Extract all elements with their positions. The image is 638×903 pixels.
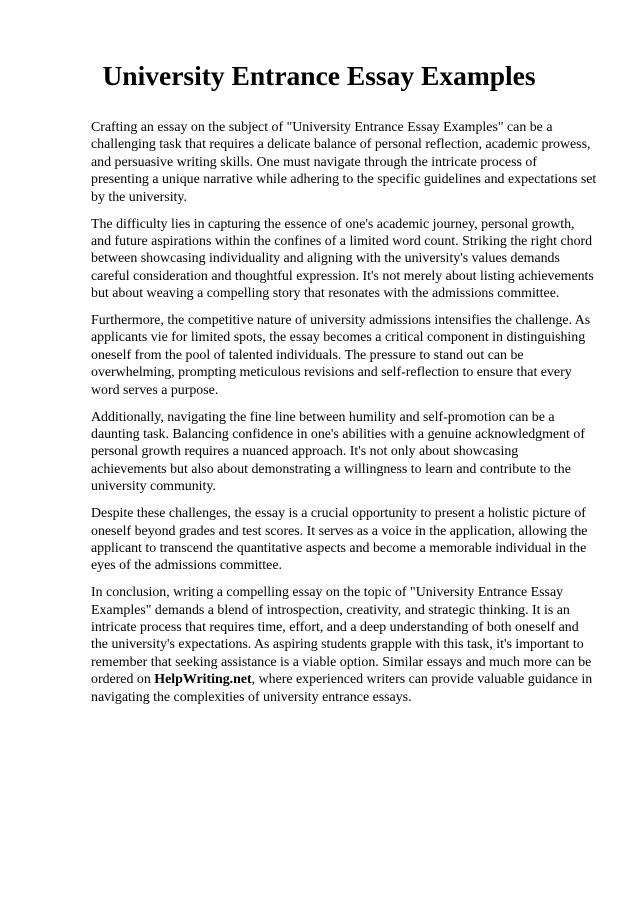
page-title: University Entrance Essay Examples	[102, 60, 536, 91]
brand-name: HelpWriting.net	[154, 672, 252, 688]
paragraph-4: Additionally, navigating the fine line between humility and self-promotion can be a daunting task. Balancing confidence in one's abilities with a genuine acknowledgment of personal growth requires a nuanced approach. It's not only about showcasing achievements but also about demonstrating a willingness to learn and contribute to the university community.	[91, 409, 585, 495]
paragraph-2: The difficulty lies in capturing the essence of one's academic journey, personal growth, and future aspirations within the confines of a limited word count. Striking the right chord between showcasing individuality and aligning with the university's values demands careful consideration and thoughtful expression. It's not merely about listing achievements but about weaving a compelling story that resonates with the admissions committee.	[91, 216, 594, 302]
paragraph-1: Crafting an essay on the subject of "University Entrance Essay Examples" can be a challenging task that requires a delicate balance of personal reflection, academic prowess, and persuasive writing skills. One must navigate through the intricate process of presenting a unique narrative while adhering to the specific guidelines and expectations set by the university.	[91, 120, 597, 205]
essay-body	[91, 119, 597, 716]
conclusion-text-after: , where experienced writers can provide valuable guidance in navigating the complexities of university entrance essays.	[91, 672, 593, 705]
paragraph-3: Furthermore, the competitive nature of university admissions intensifies the challenge. As applicants vie for limited spots, the essay becomes a critical component in distinguishing oneself from the pool of talented individuals. The pressure to stand out can be overwhelming, prompting meticulous revisions and self-reflection to ensure that every word serves a purpose.	[91, 313, 591, 398]
conclusion-text-before: In conclusion, writing a compelling essay on the topic of "University Entrance Essay Examples" demands a blend of introspection, creativity, and strategic thinking. It is an intricate process that requires time, effort, and a deep understanding of both oneself and the university's expectations. As aspiring students grapple with this task, it's important to remember that seeking assistance is a viable option. Similar essays and much more can be ordered on	[91, 585, 592, 688]
paragraph-5: Despite these challenges, the essay is a crucial opportunity to present a holistic picture of oneself beyond grades and test scores. It serves as a voice in the application, allowing the applicant to transcend the quantitative aspects and become a memorable individual in the eyes of the admissions committee.	[91, 506, 588, 574]
conclusion-paragraph	[91, 584, 597, 706]
